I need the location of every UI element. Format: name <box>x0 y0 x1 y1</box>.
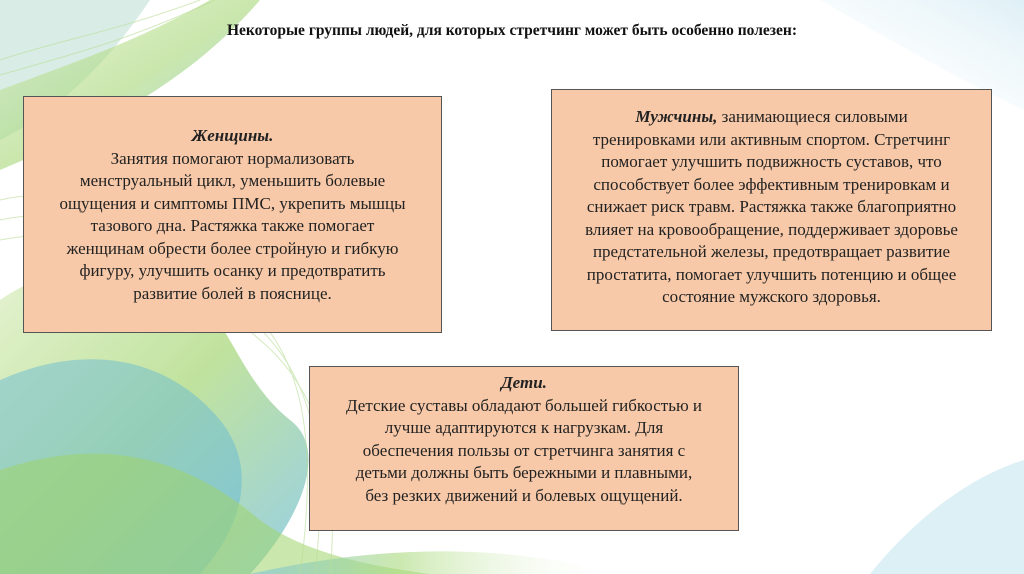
women-card-heading: Женщины. <box>191 126 274 145</box>
men-card-line: предстательной железы, предотвращает развитие <box>592 242 951 261</box>
kids-card-line: Детские суставы обладают большей гибкостью и <box>346 395 702 415</box>
slide-title: Некоторые группы людей, для которых стретчинг может быть особенно полезен: <box>226 22 798 39</box>
men-card-first-line <box>566 106 977 129</box>
kids-card-line: без резких движений и болевых ощущений. <box>365 485 683 505</box>
kids-card-line: детьми должны быть бережными и плавными, <box>355 463 693 482</box>
men-card-line: тренировками или активным спортом. Стретчинг <box>592 129 951 149</box>
women-card-line: Занятия помогают нормализовать <box>110 148 355 168</box>
men-card-line: способствует более эффективным тренировкам и <box>593 174 950 194</box>
kids-card-line: лучше адаптируются к нагрузкам. Для <box>384 418 664 437</box>
women-card-line: менструальный цикл, уменьшить болевые <box>79 171 386 190</box>
kids-card-heading: Дети. <box>501 373 547 392</box>
kids-card <box>309 366 739 531</box>
women-card-line: тазового дна. Растяжка также помогает <box>90 216 375 235</box>
men-card-first-line-rest: занимающиеся силовыми <box>717 107 908 126</box>
women-card-line: фигуру, улучшить осанку и предотвратить <box>79 261 386 280</box>
kids-card-line: обеспечения пользы от стретчинга занятия с <box>362 440 686 460</box>
men-card <box>551 89 992 331</box>
women-card-line: женщинам обрести более стройную и гибкую <box>66 238 399 258</box>
women-card-line: развитие болей в пояснице. <box>133 283 332 303</box>
men-card-line: состояние мужского здоровья. <box>662 287 881 306</box>
women-card-line: ощущения и симптомы ПМС, укрепить мышцы <box>59 193 406 213</box>
men-card-heading: Мужчины, <box>635 107 718 126</box>
men-card-line: снижает риск травм. Растяжка также благоприятно <box>586 197 957 216</box>
men-card-line: влияет на кровообращение, поддерживает здоровье <box>585 219 958 239</box>
men-card-line: простатита, помогает улучшить потенцию и общее <box>586 264 957 284</box>
women-card <box>23 96 442 333</box>
men-card-line: помогает улучшить подвижность суставов, что <box>601 152 942 171</box>
